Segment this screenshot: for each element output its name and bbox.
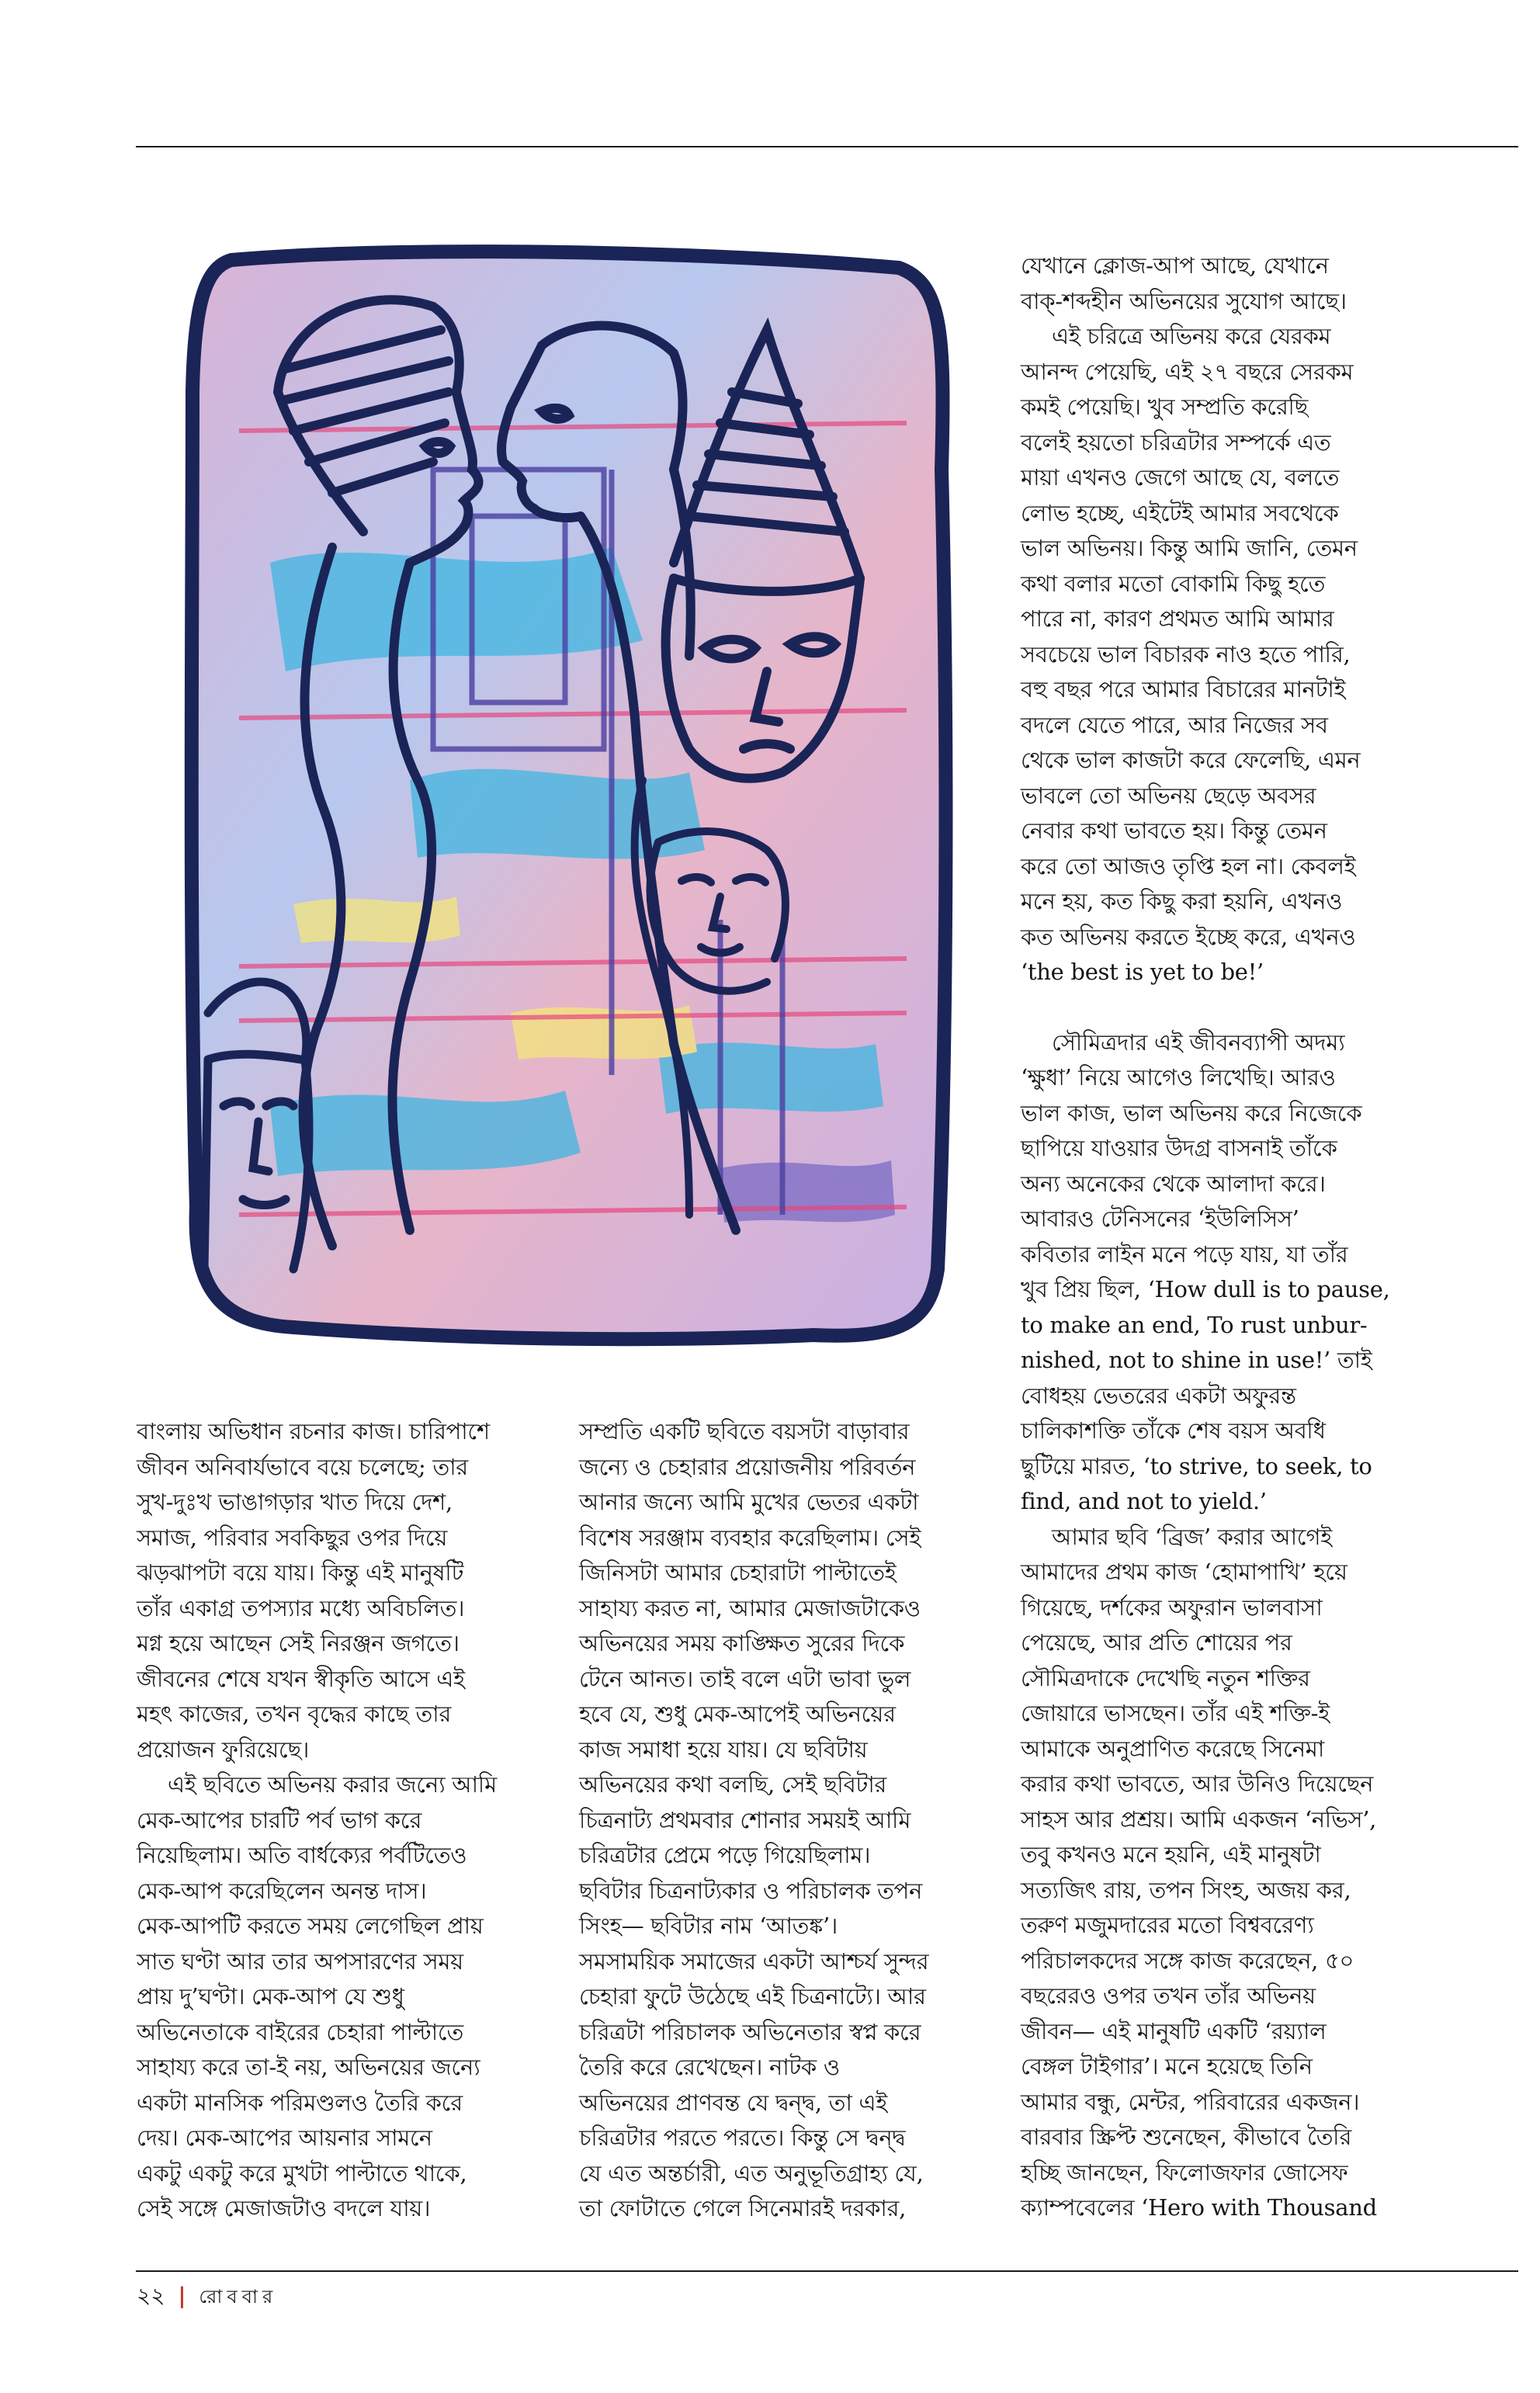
text-line: বিশেষ সরঞ্জাম ব্যবহার করেছিলাম। সেই [579,1524,921,1551]
text-line: পেয়েছে, আর প্রতি শোয়ের পর [1021,1629,1292,1656]
text-line: সুখ-দুঃখ ভাঙাগড়ার খাত দিয়ে দেশ, [137,1489,453,1515]
text-line: হচ্ছি জানছেন, ফিলোজফার জোসেফ [1021,2159,1348,2186]
text-line: গিয়েছে, দর্শকের অফুরান ভালবাসা [1021,1594,1323,1621]
text-line: এই চরিত্রে অভিনয় করে যেরকম [1052,323,1331,349]
text-line: nished, not to shine in use!’ তাই [1021,1347,1372,1373]
text-line: ভাল কাজ, ভাল অভিনয় করে নিজেকে [1021,1099,1362,1126]
text-line: আনার জন্যে আমি মুখের ভেতর একটা [579,1489,919,1515]
text-line: বদলে যেতে পারে, আর নিজের সব [1021,711,1328,738]
text-line: জোয়ারে ভাসছেন। তাঁর এই শক্তি-ই [1021,1700,1330,1726]
text-line: সমাজ, পরিবার সবকিছুর ওপর দিয়ে [137,1524,448,1551]
text-line: তৈরি করে রেখেছেন। নাটক ও [579,2054,840,2080]
text-line: সেই সঙ্গে মেজাজটাও বদলে যায়। [137,2195,431,2221]
text-line: বোধহয় ভেতরের একটা অফুরন্ত [1021,1382,1296,1409]
text-line: ভাবলে তো অভিনয় ছেড়ে অবসর [1021,782,1316,809]
text-line: সম্প্রতি একটি ছবিতে বয়সটা বাড়াবার [579,1418,910,1444]
text-line: ভাল অভিনয়। কিন্তু আমি জানি, তেমন [1021,535,1358,561]
top-rule [136,146,1518,147]
text-line: বারবার স্ক্রিপ্ট শুনেছেন, কীভাবে তৈরি [1021,2124,1352,2150]
text-line: চরিত্রটার প্রেমে পড়ে গিয়েছিলাম। [579,1842,871,1868]
text-line: আনন্দ পেয়েছি, এই ২৭ বছরে সেরকম [1021,358,1354,385]
text-line: সত্যজিৎ রায়, তপন সিংহ, অজয় কর, [1021,1876,1351,1903]
text-line: মগ্ন হয়ে আছেন সেই নিরঞ্জন জগতে। [137,1630,460,1656]
text-line: লোভ হচ্ছে, এইটেই আমার সবথেকে [1021,499,1339,526]
text-line: নিয়েছিলাম। অতি বার্ধক্যের পর্বটিতেও [137,1842,467,1868]
text-line: এই ছবিতে অভিনয় করার জন্যে আমি [168,1771,497,1798]
text-line: সমসাময়িক সমাজের একটা আশ্চর্য সুন্দর [579,1947,929,1975]
text-line: আমাদের প্রথম কাজ ‘হোমাপাখি’ হয়ে [1021,1559,1348,1585]
text-line: সিংহ— ছবিটার নাম ‘আতঙ্ক’। [579,1913,838,1939]
text-line: আমার বন্ধু, মেন্টর, পরিবারের একজন। [1021,2088,1360,2115]
text-line: বহু বছর পরে আমার বিচারের মানটাই [1021,676,1346,702]
text-line: কমই পেয়েছি। খুব সম্প্রতি করেছি [1021,394,1309,420]
text-line: চিত্রনাট্য প্রথমবার শোনার সময়ই আমি [579,1806,911,1833]
text-line: কাজ সমাধা হয়ে যায়। যে ছবিটায় [579,1736,868,1763]
text-line: কবিতার লাইন মনে পড়ে যায়, যা তাঁর [1021,1240,1348,1268]
article-column-2 [579,1414,998,2227]
text-line: পারে না, কারণ প্রথমত আমি আমার [1021,605,1334,632]
text-line: প্রায় দু’ঘণ্টা। মেক-আপ যে শুধু [137,1983,404,2010]
text-line: প্রয়োজন ফুরিয়েছে। [137,1736,310,1763]
text-line: অভিনয়ের কথা বলছি, সেই ছবিটার [579,1771,887,1798]
text-line: অন্য অনেকের থেকে আলাদা করে। [1021,1170,1326,1197]
text-line: ঝড়ঝাপটা বয়ে যায়। কিন্তু এই মানুষটি [137,1559,464,1586]
text-line: থেকে ভাল কাজটা করে ফেলেছি, এমন [1021,747,1361,773]
text-line: আমাকে অনুপ্রাণিত করেছে সিনেমা [1021,1735,1324,1762]
text-line: তরুণ মজুমদারের মতো বিশ্ববরেণ্য [1021,1912,1314,1938]
text-line: তবু কখনও মনে হয়নি, এই মানুষটা [1021,1841,1321,1868]
text-line: মেক-আপ করেছিলেন অনন্ত দাস। [137,1877,427,1904]
text-line: জীবনের শেষে যখন স্বীকৃতি আসে এই [137,1665,465,1692]
text-line: সাত ঘণ্টা আর তার অপসারণের সময় [137,1947,463,1975]
text-line: সৌমিত্রদার এই জীবনব্যাপী অদম্য [1052,1028,1345,1056]
text-line: তাঁর একাগ্র তপস্যার মধ্যে অবিচলিত। [137,1594,465,1621]
magazine-name: রোববার [199,2286,278,2308]
text-line: চালিকাশক্তি তাঁকে শেষ বয়স অবধি [1021,1417,1326,1444]
folio-separator: | [178,2283,186,2308]
text-line: জীবন অনিবার্যভাবে বয়ে চলেছে; তার [137,1453,468,1480]
text-line: বছরেরও ওপর তখন তাঁর অভিনয় [1021,1982,1316,2009]
bottom-rule [136,2270,1518,2272]
text-line: পরিচালকদের সঙ্গে কাজ করেছেন, ৫০ [1021,1947,1354,1974]
text-line: অভিনেতাকে বাইরের চেহারা পাল্টাতে [137,2018,463,2045]
text-line: করে তো আজও তৃপ্তি হল না। কেবলই [1021,852,1356,879]
artwork-illustration [177,237,953,1354]
text-line: তা ফোটাতে গেলে সিনেমারই দরকার, [579,2195,907,2221]
text-line: টেনে আনত। তাই বলে এটা ভাবা ভুল [579,1665,911,1692]
text-line: অভিনয়ের প্রাণবন্ত যে দ্বন্দ্ব, তা এই [579,2089,888,2116]
text-line: ‘ক্ষুধা’ নিয়ে আগেও লিখেছি। আরও [1021,1064,1336,1091]
text-line: খুব প্রিয় ছিল, ‘How dull is to pause, [1021,1276,1390,1302]
text-line: কথা বলার মতো বোকামি কিছু হতে [1021,570,1326,597]
text-line: যেখানে ক্লোজ-আপ আছে, যেখানে [1021,252,1329,279]
text-line: জীবন— এই মানুষটি একটি ‘রয়্যাল [1021,2017,1327,2044]
text-line: একটা মানসিক পরিমণ্ডলও তৈরি করে [137,2089,463,2116]
text-line: চেহারা ফুটে উঠেছে এই চিত্রনাট্যে। আর [579,1983,926,2010]
text-line: যে এত অন্তর্চারী, এত অনুভূতিগ্রাহ্য যে, [579,2159,924,2187]
text-line: সৌমিত্রদাকে দেখেছি নতুন শক্তির [1021,1664,1310,1691]
text-line: সাহস আর প্রশ্রয়। আমি একজন ‘নভিস’, [1021,1805,1377,1833]
text-line: সাহায্য করে তা-ই নয়, অভিনয়ের জন্যে [137,2054,480,2080]
text-line: করার কথা ভাবতে, আর উনিও দিয়েছেন [1021,1770,1374,1797]
text-line: জন্যে ও চেহারার প্রয়োজনীয় পরিবর্তন [579,1453,916,1480]
text-line: মেক-আপটি করতে সময় লেগেছিল প্রায় [137,1913,484,1939]
text-line: ‘the best is yet to be!’ [1021,959,1264,985]
text-line: মহৎ কাজের, তখন বৃদ্ধের কাছে তার [137,1701,451,1727]
text-line: বাংলায় অভিধান রচনার কাজ। চারিপাশে [137,1418,490,1444]
text-line: দেয়। মেক-আপের আয়নার সামনে [137,2124,432,2151]
text-line: ছবিটার চিত্রনাট্যকার ও পরিচালক তপন [579,1877,922,1904]
text-line: কত অভিনয় করতে ইচ্ছে করে, এখনও [1021,923,1356,950]
text-line: আমার ছবি ‘ব্রিজ’ করার আগেই [1052,1523,1332,1550]
text-line: জিনিসটা আমার চেহারাটা পাল্টাতেই [579,1559,897,1586]
text-line: ছুটিয়ে মারত, ‘to strive, to seek, to [1021,1452,1372,1479]
text-line: মায়া এখনও জেগে আছে যে, বলতে [1021,464,1340,491]
text-line: বেঙ্গল টাইগার’। মনে হয়েছে তিনি [1021,2053,1313,2079]
text-line: চরিত্রটার পরতে পরতে। কিন্তু সে দ্বন্দ্ব [579,2124,906,2151]
text-line: নেবার কথা ভাবতে হয়। কিন্তু তেমন [1021,817,1327,844]
text-line: বলেই হয়তো চরিত্রটার সম্পর্কে এত [1021,428,1331,456]
text-line: মেক-আপের চারটি পর্ব ভাগ করে [137,1806,422,1833]
text-line: বাক্-শব্দহীন অভিনয়ের সুযোগ আছে। [1021,287,1347,314]
text-line: to make an end, To rust unbur- [1021,1311,1368,1338]
article-column-1 [137,1414,556,2227]
paragraph-gap [1021,990,1440,1025]
text-line: আবারও টেনিসনের ‘ইউলিসিস’ [1021,1205,1299,1232]
page-number: ২২ [137,2283,165,2308]
text-line: সাহায্য করত না, আমার মেজাজটাকেও [579,1594,921,1621]
text-line: সবচেয়ে ভাল বিচারক নাও হতে পারি, [1021,640,1351,668]
article-column-3 [1021,248,1440,2226]
text-line: একটু একটু করে মুখটা পাল্টাতে থাকে, [137,2159,467,2187]
text-line: ছাপিয়ে যাওয়ার উদগ্র বাসনাই তাঁকে [1021,1135,1337,1161]
text-line: find, and not to yield.’ [1021,1488,1267,1514]
text-line: ক্যাম্পবেলের ‘Hero with Thousand [1021,2194,1377,2221]
text-line: মনে হয়, কত কিছু করা হয়নি, এখনও [1021,888,1343,914]
text-line: হবে যে, শুধু মেক-আপেই অভিনয়ের [579,1701,896,1727]
text-line: অভিনয়ের সময় কাঙ্ক্ষিত সুরের দিকে [579,1630,905,1656]
text-line: চরিত্রটা পরিচালক অভিনেতার স্বপ্ন করে [579,2018,921,2045]
page-footer [137,2284,277,2309]
